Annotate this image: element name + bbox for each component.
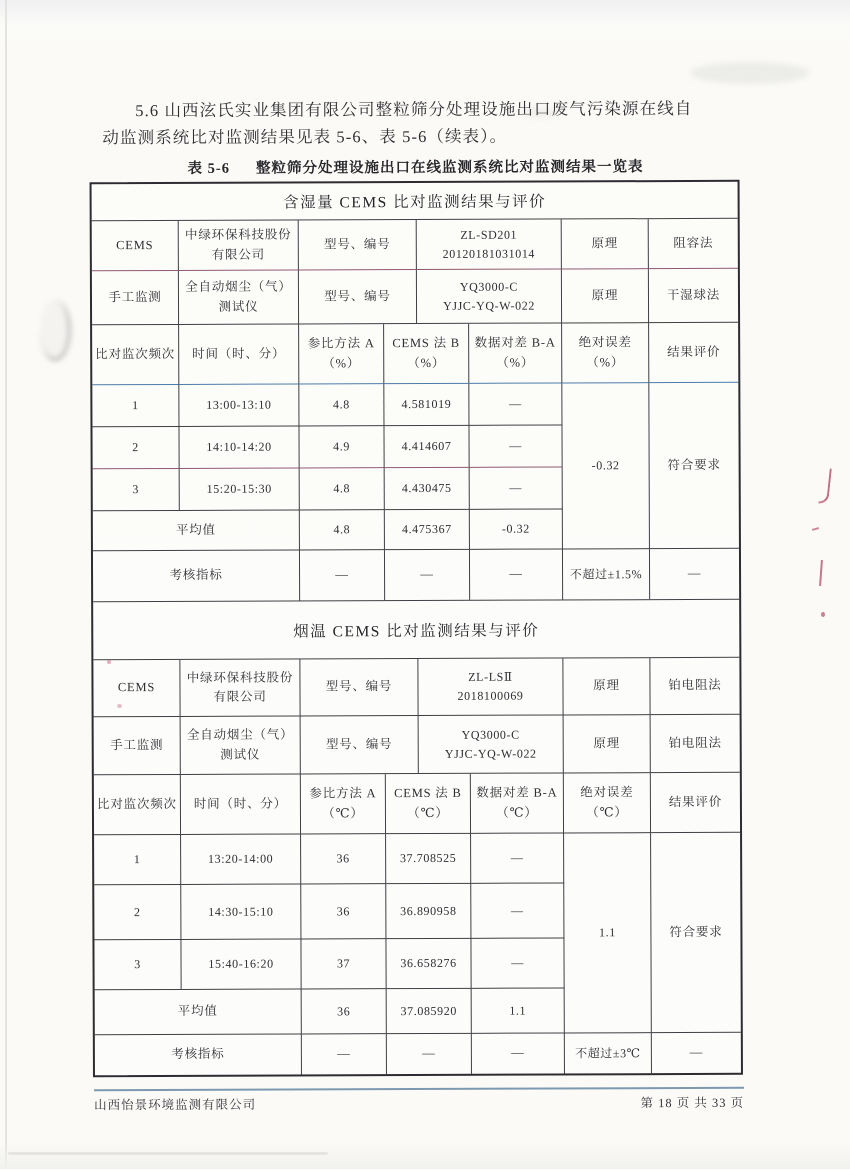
column-header: [301, 774, 386, 834]
model-number: YQ3000-C: [459, 279, 519, 294]
footer-page-number: 第 18 页 共 33 页: [640, 1095, 745, 1111]
column-header: 比对监次频次: [94, 775, 181, 835]
table-cell: —: [471, 938, 564, 988]
average-label: 平均值: [95, 989, 302, 1035]
header-unit: （℃）: [407, 805, 449, 820]
humidity-info-grid: [92, 219, 738, 325]
table-cell: -0.32: [470, 509, 563, 549]
column-header: [562, 323, 649, 383]
serial-number: YJJC-YQ-W-022: [443, 298, 535, 313]
header-unit: （℃）: [496, 805, 538, 820]
table-cell: 4.9: [299, 426, 384, 468]
table-cell: 中绿环保科技股份有限公司: [179, 220, 299, 270]
table-cell: 4.430475: [385, 468, 470, 510]
table-cell: 15:40-16:20: [181, 939, 301, 989]
header-label: 数据对差 B-A: [474, 335, 556, 350]
column-header: 结果评价: [649, 323, 738, 383]
table-cell: 36: [302, 989, 387, 1034]
table-cell: 4.414607: [384, 426, 469, 468]
table-cell: 型号、编号: [299, 270, 417, 324]
assess-limit: 不超过±1.5%: [563, 549, 650, 599]
header-label: 参比方法 A: [307, 336, 375, 351]
table-cell: 全自动烟尘（气）测试仪: [179, 270, 299, 324]
pen-mark: [117, 704, 122, 708]
table-cell: —: [687, 566, 702, 581]
serial-number: 2018100069: [457, 688, 524, 703]
table-cell: —: [471, 883, 564, 938]
table-caption: [90, 155, 740, 178]
footer-rule: [94, 1087, 744, 1091]
assess-label: 考核指标: [93, 550, 300, 601]
table-cell: 4.8: [300, 468, 385, 510]
table-cell: [417, 269, 562, 324]
pen-mark: [821, 612, 825, 617]
table-cell: 手工监测: [94, 717, 181, 775]
table-cell: 阻容法: [649, 219, 738, 269]
table-cell: —: [302, 1034, 387, 1074]
column-header: 结果评价: [651, 773, 740, 833]
serial-number: 20120181031014: [442, 246, 536, 261]
header-label: 绝对误差: [578, 335, 632, 350]
table-cell: 3: [93, 469, 180, 511]
table-cell: 4.8: [300, 510, 385, 550]
table-cell: 手工监测: [92, 271, 179, 325]
result-evaluation: 符合要求: [651, 833, 741, 1033]
table-cell: 型号、编号: [299, 220, 417, 270]
header-unit: （℃）: [322, 805, 364, 820]
results-table: [90, 180, 743, 1077]
table-cell: 原理: [562, 269, 649, 323]
table-cell: 14:10-14:20: [179, 426, 299, 468]
table-cell: 原理: [562, 219, 649, 269]
table-cell: CEMS: [92, 221, 179, 271]
average-label: 平均值: [93, 510, 300, 551]
table-cell: 中绿环保科技股份有限公司: [180, 659, 300, 716]
table-cell: 2: [92, 427, 179, 469]
table-cell: 36: [301, 884, 386, 939]
header-unit: （℃）: [586, 804, 628, 819]
temperature-info-grid: [93, 658, 739, 775]
table-cell: 37.085920: [387, 989, 472, 1034]
serial-number: YJJC-YQ-W-022: [444, 746, 537, 761]
table-caption-label: 表 5-6: [187, 160, 231, 177]
table-cell: 铂电阻法: [650, 658, 739, 715]
table-cell: [417, 219, 562, 270]
table-cell: —: [300, 550, 385, 600]
table-cell: 36: [301, 834, 386, 884]
table-cell: 14:30-15:10: [181, 884, 301, 939]
table-cell: [419, 715, 564, 774]
table-cell: —: [469, 425, 562, 467]
column-header: 时间（时、分）: [179, 324, 299, 384]
column-header: [299, 324, 384, 384]
table-cell: 36.658276: [386, 939, 471, 989]
column-header: [386, 774, 471, 834]
table-cell: 4.581019: [384, 384, 469, 426]
table-cell: 型号、编号: [300, 659, 418, 716]
column-header: 时间（时、分）: [181, 774, 301, 834]
table-cell: —: [385, 550, 470, 600]
section-title-humidity: 含湿量 CEMS 比对监测结果与评价: [92, 182, 738, 221]
footer-company: 山西怡景环境监测有限公司: [94, 1097, 257, 1113]
section-title-temperature: 烟温 CEMS 比对监测结果与评价: [93, 599, 739, 660]
pen-mark: [107, 660, 111, 664]
column-header: [471, 773, 564, 833]
header-unit: （%）: [322, 355, 361, 370]
header-unit: （%）: [407, 355, 446, 370]
header-label: CEMS 法 B: [392, 335, 460, 351]
table-cell: [418, 658, 563, 716]
table-cell: —: [689, 1045, 704, 1060]
model-number: YQ3000-C: [461, 727, 520, 742]
table-cell: 1: [94, 835, 181, 885]
table-cell: 1.1: [472, 988, 565, 1033]
table-cell: —: [387, 1034, 472, 1074]
header-label: CEMS 法 B: [394, 785, 462, 801]
assess-limit: 不超过±3℃: [565, 1033, 652, 1073]
temperature-data-grid: [94, 773, 741, 1075]
table-cell: 原理: [563, 658, 650, 715]
table-cell: 2: [94, 885, 181, 940]
table-cell: —: [471, 833, 564, 883]
table-cell: 干湿球法: [649, 269, 738, 323]
abs-error-value: -0.32: [562, 383, 650, 549]
table-cell: 3: [94, 940, 181, 990]
table-cell: 13:00-13:10: [179, 384, 299, 426]
assess-label: 考核指标: [95, 1034, 302, 1075]
header-label: 数据对差 B-A: [476, 785, 558, 800]
column-header: [564, 773, 651, 833]
column-header: [384, 324, 469, 384]
abs-error-value: 1.1: [564, 833, 652, 1033]
table-cell: 原理: [564, 715, 651, 773]
header-unit: （%）: [586, 354, 625, 369]
page-footer: [94, 1093, 744, 1113]
intro-line-1: 5.6 山西泫氏实业集团有限公司整粒筛分处理设施出口废气污染源在线自: [135, 98, 693, 121]
table-cell: 1: [92, 385, 179, 427]
table-cell: —: [470, 549, 563, 599]
table-cell: 36.890958: [386, 884, 471, 939]
table-cell: —: [470, 467, 563, 509]
intro-line-2: 动监测系统比对监测结果见表 5-6、表 5-6（续表）。: [102, 126, 508, 148]
doc-intro-paragraph: [102, 95, 754, 152]
column-header: [469, 323, 562, 383]
table-cell: 37: [301, 939, 386, 989]
header-unit: （%）: [496, 355, 535, 370]
result-evaluation: 符合要求: [649, 383, 739, 549]
table-caption-title: 整粒筛分处理设施出口在线监测系统比对监测结果一览表: [255, 159, 644, 177]
humidity-data-grid: [92, 323, 739, 601]
header-label: 参比方法 A: [309, 786, 377, 801]
table-cell: —: [469, 383, 562, 425]
table-cell: 15:20-15:30: [180, 468, 300, 510]
model-number: ZL-SD201: [460, 227, 518, 242]
table-cell: 铂电阻法: [651, 715, 740, 773]
table-cell: 4.8: [299, 384, 384, 426]
table-cell: —: [472, 1033, 565, 1073]
table-cell: 型号、编号: [301, 716, 419, 774]
table-cell: 全自动烟尘（气）测试仪: [181, 716, 301, 774]
model-number: ZL-LSⅡ: [468, 670, 513, 685]
table-cell: 37.708525: [386, 834, 471, 884]
table-cell: CEMS: [93, 660, 180, 717]
column-header: 比对监次频次: [92, 325, 179, 385]
table-cell: 4.475367: [385, 510, 470, 550]
table-cell: 13:20-14:00: [181, 834, 301, 884]
header-label: 绝对误差: [580, 785, 634, 800]
